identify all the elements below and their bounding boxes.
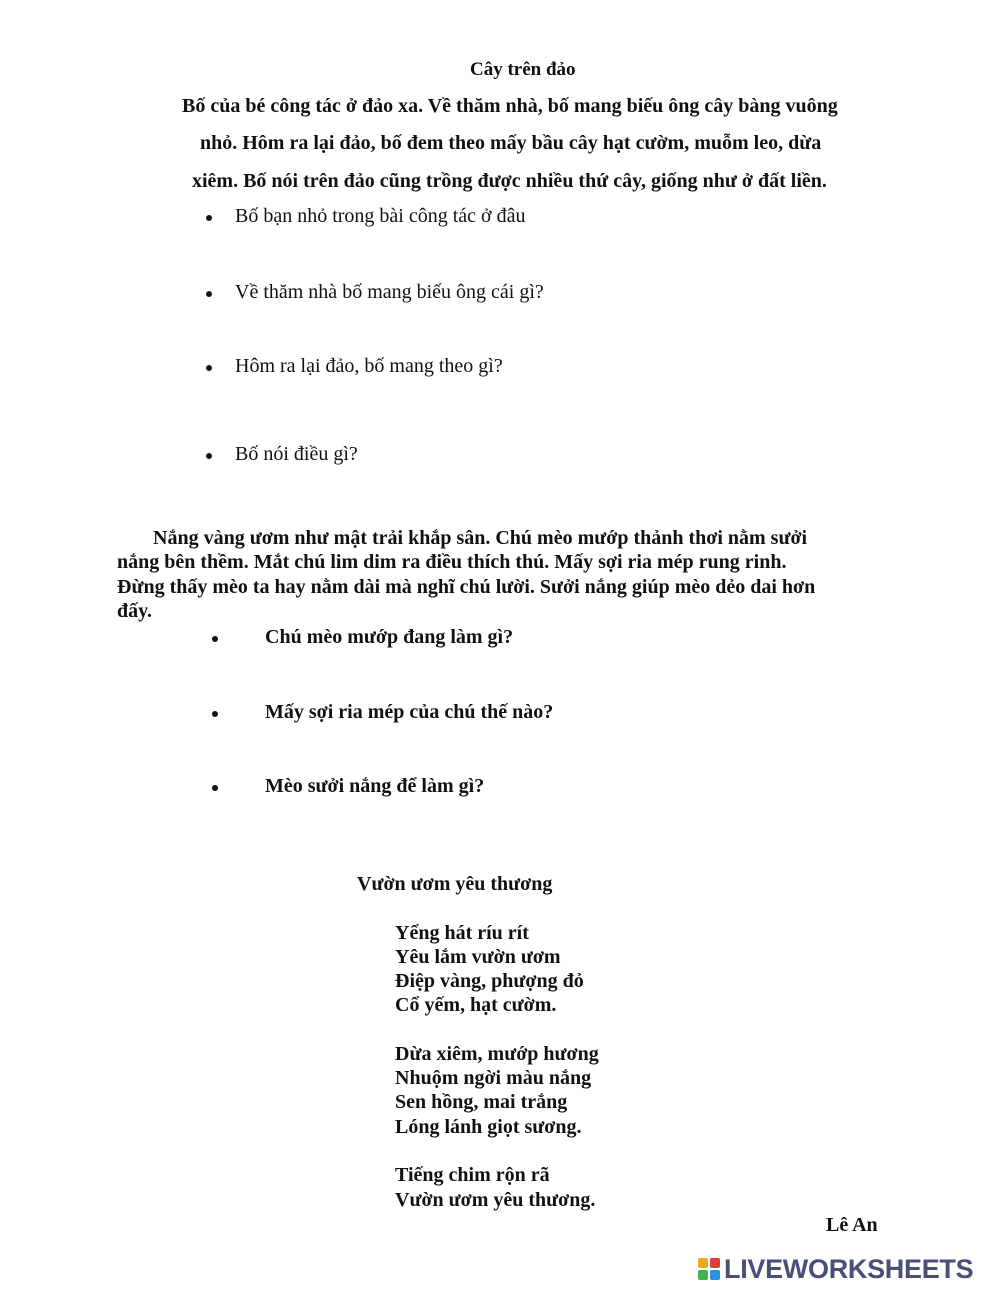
bullet-icon: [206, 365, 212, 371]
poem-line: Dừa xiêm, mướp hương: [395, 1043, 599, 1065]
logo-tile: [710, 1270, 720, 1280]
bullet-icon: [212, 636, 218, 642]
story2-line: đấy.: [117, 600, 153, 622]
poem-line: Yểng hát ríu rít: [395, 922, 529, 944]
story2-question: Mèo sưởi nắng để làm gì?: [265, 775, 485, 797]
story2-line: Đừng thấy mèo ta hay nằm dài mà nghĩ chú lười. Sưởi nắng giúp mèo dẻo dai hơn: [117, 576, 816, 598]
story1-question: Hôm ra lại đảo, bố mang theo gì?: [235, 355, 503, 377]
bullet-icon: [212, 785, 218, 791]
story2-question: Mấy sợi ria mép của chú thế nào?: [265, 701, 554, 723]
story1-question: Về thăm nhà bố mang biếu ông cái gì?: [235, 281, 544, 303]
story1-line: nhỏ. Hôm ra lại đảo, bố đem theo mấy bầu cây hạt cườm, muỗm leo, dừa: [200, 132, 822, 154]
poem-line: Vườn ươm yêu thương.: [395, 1189, 596, 1211]
bullet-icon: [206, 453, 212, 459]
poem-author: Lê An: [826, 1214, 878, 1236]
story2-line: nắng bên thềm. Mắt chú lim dim ra điều thích thú. Mấy sợi ria mép rung rinh.: [117, 551, 787, 573]
story1-line: xiêm. Bố nói trên đảo cũng trồng được nhiều thứ cây, giống như ở đất liền.: [192, 170, 827, 192]
poem-line: Sen hồng, mai trắng: [395, 1091, 568, 1113]
logo-tile: [698, 1258, 708, 1268]
logo-tile: [710, 1258, 720, 1268]
poem-line: Nhuộm ngời màu nắng: [395, 1067, 592, 1089]
story1-line: Bố của bé công tác ở đảo xa. Về thăm nhà, bố mang biếu ông cây bàng vuông: [182, 95, 838, 117]
poem-line: Điệp vàng, phượng đỏ: [395, 970, 584, 992]
story1-question: Bố bạn nhỏ trong bài công tác ở đâu: [235, 205, 526, 227]
bullet-icon: [212, 711, 218, 717]
bullet-icon: [206, 291, 212, 297]
bullet-icon: [206, 215, 212, 221]
poem-line: Lóng lánh giọt sương.: [395, 1116, 582, 1138]
poem-line: Tiếng chim rộn rã: [395, 1164, 550, 1186]
poem-title: Vườn ươm yêu thương: [357, 873, 553, 895]
logo-tile: [698, 1270, 708, 1280]
liveworksheets-logo-icon: [698, 1258, 720, 1280]
story1-title: Cây trên đảo: [470, 59, 576, 80]
poem-line: Cổ yếm, hạt cườm.: [395, 994, 557, 1016]
story1-question: Bố nói điều gì?: [235, 443, 358, 465]
story2-question: Chú mèo mướp đang làm gì?: [265, 626, 514, 648]
story2-line: Nắng vàng ươm như mật trải khắp sân. Chú mèo mướp thảnh thơi nằm sưởi: [153, 527, 808, 549]
poem-line: Yêu lắm vườn ươm: [395, 946, 561, 968]
liveworksheets-brand: LIVEWORKSHEETS: [724, 1254, 974, 1284]
